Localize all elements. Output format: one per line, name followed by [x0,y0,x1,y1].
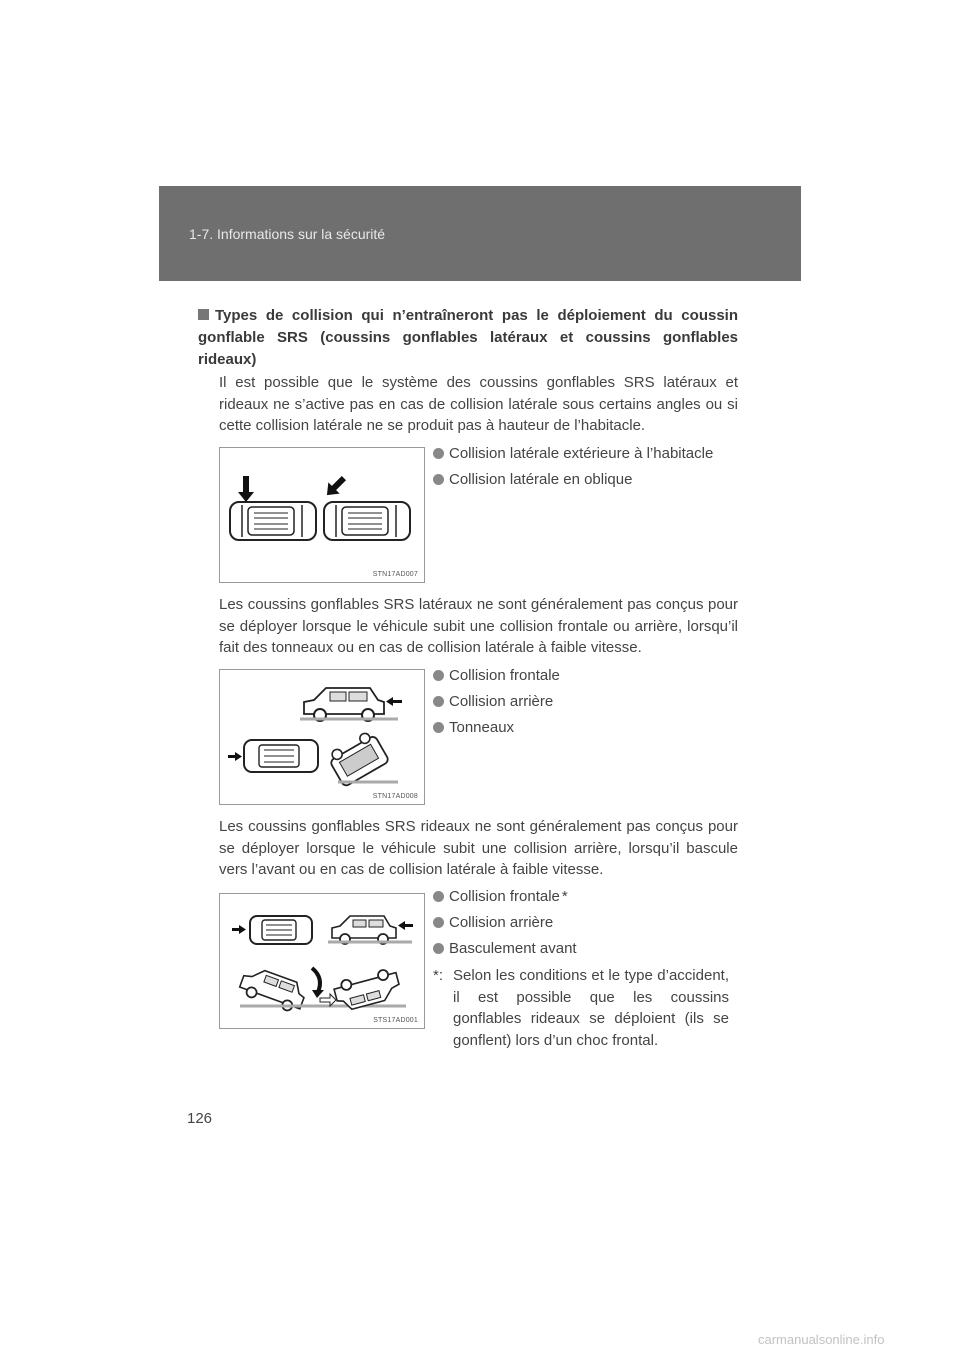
bullet-dot-icon [433,448,444,459]
footnote-mark: *: [433,967,444,984]
bullet-dot-icon [433,917,444,928]
arrow-left-icon [398,921,413,930]
arrow-right-icon [228,752,242,761]
arrow-down-icon [238,476,254,502]
bullet-list-1 [433,444,743,496]
car-top-view-icon [324,502,410,540]
bullet-list-3 [433,887,743,1051]
bullet-dot-icon [433,891,444,902]
figure-code: STN17AD007 [372,571,418,578]
asterisk-mark: * [561,888,568,905]
figure-side-collision [219,447,425,583]
paragraph-curtain-airbags: Les coussins gonflables SRS rideaux ne sont généralement pas conçus pour se déployer lorsque le véhicule subit une collision arrière, lorsqu’il bascule vers l’avant ou en cas de collision latérale à faible vitesse. [219,818,738,878]
curved-arrow-icon [312,968,324,998]
car-top-view-icon [230,502,316,540]
car-side-view-icon [332,916,396,944]
watermark: carmanualsonline.info [758,1332,885,1347]
paragraph-intro: Il est possible que le système des coussins gonflables SRS latéraux et rideaux ne s’active pas en cas de collision latérale sous certains angles ou si cette collision latérale ne se produit pas à hauteur de l’habitacle. [219,374,738,434]
side-collision-illustration [220,448,426,584]
car-top-view-icon [250,916,312,944]
list-item: Tonneaux [433,718,743,737]
figure-code: STN17AD008 [372,793,418,800]
arrow-left-icon [386,697,402,706]
figure-code: STS17AD001 [373,1017,418,1024]
list-item: Collision arrière [433,692,743,711]
chapter-title: 1-7. Informations sur la sécurité [189,226,386,242]
list-item: Basculement avant [433,939,743,958]
list-item: Collision frontale [433,666,743,685]
bullet-dot-icon [433,474,444,485]
curtain-collision-illustration [220,894,426,1030]
list-item: Collision frontale * [433,887,743,906]
figure-curtain-collision [219,893,425,1029]
arrow-right-icon [232,925,246,934]
list-item: Collision latérale extérieure à l’habitacle [433,444,743,463]
bullet-dot-icon [433,670,444,681]
footnote-text: Selon les conditions et le type d’accident, il est possible que les coussins gonflables rideaux se déploient (ils se gonflent) lors d’un choc frontal. [453,967,729,1049]
hollow-arrow-icon [320,994,336,1006]
bullet-dot-icon [433,943,444,954]
list-item: Collision latérale en oblique [433,470,743,489]
rolled-car-icon [326,729,390,787]
footnote [433,965,743,1051]
bullet-dot-icon [433,696,444,707]
chapter-header [159,186,801,281]
bullet-dot-icon [433,722,444,733]
car-top-view-icon [244,740,318,772]
frontal-rear-rollover-illustration [220,670,426,806]
square-bullet-icon [198,309,209,320]
bullet-list-2 [433,666,743,744]
paragraph-side-airbags: Les coussins gonflables SRS latéraux ne sont généralement pas conçus pour se déployer lorsque le véhicule subit une collision frontale ou arrière, lorsqu’il fait des tonneaux ou en cas de collision latérale à faible vitesse. [219,596,738,656]
page-number: 126 [187,1110,213,1127]
figure-frontal-rear-rollover [219,669,425,805]
section-heading [198,305,738,371]
list-item: Collision arrière [433,913,743,932]
section-title-text: Types de collision qui n’entraîneront pas le déploiement du coussin gonflable SRS (coussins gonflables latéraux et coussins gonflables rideaux) [198,307,738,368]
car-side-view-icon [304,688,384,721]
arrow-diagonal-icon [321,472,349,500]
